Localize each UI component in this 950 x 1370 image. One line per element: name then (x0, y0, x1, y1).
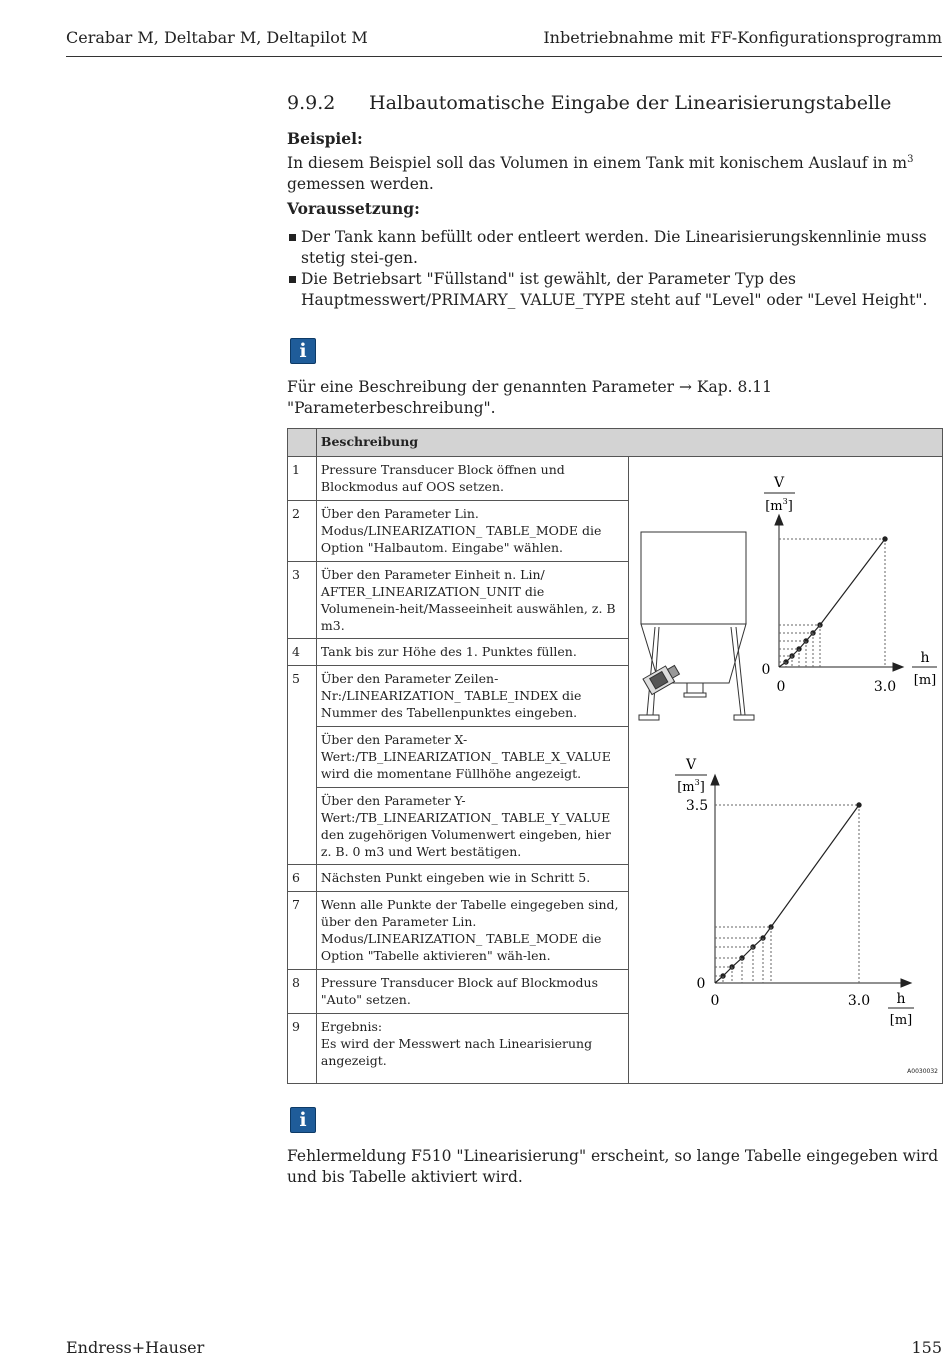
prerequisite-block (287, 198, 947, 311)
info-icon: i (290, 1107, 316, 1133)
top-x-zero: 0 (776, 679, 786, 695)
table-header-description: Beschreibung (316, 429, 942, 457)
bottom-x-zero: 0 (710, 993, 720, 1009)
top-y-label: V (773, 475, 785, 491)
example-label: Beispiel: (287, 129, 363, 148)
example-block (287, 128, 947, 195)
top-x-max: 3.0 (873, 679, 897, 695)
table-row: 2 Über den Parameter Lin. Modus/LINEARIZATION_ TABLE_MODE die Option "Halbautom. Eingabe" wählen. (288, 501, 943, 562)
section-title: Halbautomatische Eingabe der Linearisierungstabelle (369, 92, 892, 114)
header-document-title: Cerabar M, Deltabar M, Deltapilot M (66, 28, 368, 47)
bottom-x-unit: [m] (889, 1013, 913, 1028)
table-row: 5 Über den Parameter Zeilen-Nr:/LINEARIZATION_ TABLE_INDEX die Nummer des Tabellenpunktes eingeben. (288, 666, 943, 727)
bottom-y-zero: 0 (696, 976, 706, 992)
table-row: Über den Parameter Y-Wert:/TB_LINEARIZATION_ TABLE_Y_VALUE den zugehörigen Volumenwert eingeben, hier z. B. 0 m3 und Wert bestätigen. (288, 788, 943, 865)
prerequisite-list (287, 227, 947, 311)
table-row: 4 Tank bis zur Höhe des 1. Punktes füllen. (288, 639, 943, 666)
bottom-x-max: 3.0 (847, 993, 871, 1009)
curve-point (857, 803, 861, 807)
header-chapter-title: Inbetriebnahme mit FF-Konfigurationsprogramm (543, 28, 942, 47)
table-row: 3 Über den Parameter Einheit n. Lin/ AFTER_LINEARIZATION_UNIT die Volumenein-heit/Masseeinheit auswählen, z. B m3. (288, 562, 943, 639)
section-number: 9.9.2 (287, 92, 336, 114)
transmitter-icon (643, 662, 681, 695)
table-row: Über den Parameter X-Wert:/TB_LINEARIZATION_ TABLE_X_VALUE wird die momentane Füllhöhe angezeigt. (288, 727, 943, 788)
top-y-unit: $[m^3]$ (765, 497, 793, 514)
table-header-row (288, 429, 943, 457)
top-x-unit: [m] (913, 673, 937, 688)
page-number: 155 (911, 1338, 942, 1357)
info-icon: i (290, 338, 316, 364)
table-row: 6 Nächsten Punkt eingeben wie in Schritt 5. (288, 865, 943, 892)
cell-unit-step: Über den Parameter Einheit n. Lin/ AFTER_LINEARIZATION_UNIT die Volumenein-heit/Masseeinheit auswählen, z. B m3. (316, 562, 628, 639)
note-parameter-reference: Für eine Beschreibung der genannten Parameter → Kap. 8.11 "Parameterbeschreibung". (287, 378, 773, 417)
bottom-chart (711, 775, 911, 987)
bottom-y-max: 3.5 (685, 798, 709, 814)
table-row: 1 Pressure Transducer Block öffnen und Blockmodus auf OOS setzen. V $[m^3]$ 0 0 3.0 h [m] V $[m^3]$ 3.5 0 0 3.0 h [m] A0030032 (288, 457, 943, 501)
table-row: 7 Wenn alle Punkte der Tabelle eingegeben sind, über den Parameter Lin. Modus/LINEARIZATION_ TABLE_MODE die Option "Tabelle aktivieren" wäh-len. (288, 892, 943, 970)
bottom-y-unit: $[m^3]$ (677, 778, 705, 795)
example-text: In diesem Beispiel soll das Volumen in einem Tank mit konischem Auslauf in $m^3$ gemessen werden. (287, 154, 914, 194)
list-item: Der Tank kann befüllt oder entleert werden. Die Linearisierungskennlinie muss stetig stei-gen. (287, 227, 947, 269)
footer-brand: Endress+Hauser (66, 1338, 205, 1357)
list-item: Die Betriebsart "Füllstand" ist gewählt, der Parameter Typ des Hauptmesswert/PRIMARY_ VALUE_TYPE steht auf "Level" oder "Level Height". (287, 269, 947, 311)
table-row: 8 Pressure Transducer Block auf Blockmodus "Auto" setzen. (288, 970, 943, 1014)
table-row: 9 Ergebnis: Es wird der Messwert nach Linearisierung angezeigt. (288, 1014, 943, 1084)
bottom-x-label: h (896, 991, 906, 1007)
curve-point (883, 537, 887, 541)
top-x-label: h (920, 650, 930, 666)
note-error-message: Fehlermeldung F510 "Linearisierung" erscheint, so lange Tabelle eingegeben wird und bis Tabelle aktiviert wird. (287, 1147, 939, 1186)
linearization-diagram (629, 457, 942, 1053)
top-chart (775, 515, 903, 671)
bottom-y-label: V (685, 757, 697, 773)
prerequisite-label: Voraussetzung: (287, 199, 420, 218)
section-heading (287, 92, 891, 114)
linearization-figure (629, 457, 943, 1084)
figure-id: A0030032 (907, 1068, 938, 1075)
header-divider (66, 56, 942, 57)
top-origin-label: 0 (761, 662, 771, 678)
procedure-table (287, 428, 943, 1084)
